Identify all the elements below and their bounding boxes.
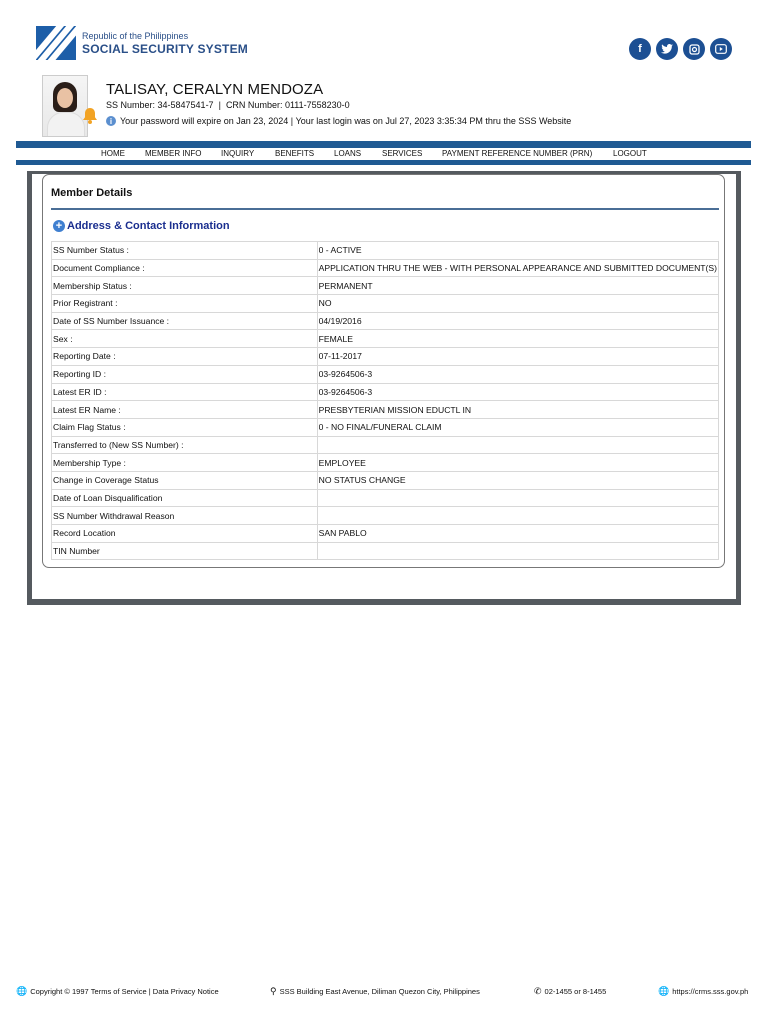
info-icon: i (106, 116, 116, 126)
location-pin-icon: ⚲ (270, 986, 277, 996)
detail-value (317, 542, 718, 560)
detail-value: PERMANENT (317, 277, 718, 295)
website-link[interactable]: https://crms.sss.gov.ph (672, 987, 749, 996)
table-row (52, 295, 719, 313)
footer-legal: 🌐 Copyright © 1997 Terms of Service | Data Privacy Notice (16, 986, 219, 996)
address-text: SSS Building East Avenue, Diliman Quezon City, Philippines (279, 987, 480, 996)
nav-prn[interactable]: PAYMENT REFERENCE NUMBER (PRN) (442, 149, 593, 158)
detail-value: APPLICATION THRU THE WEB - WITH PERSONAL APPEARANCE AND SUBMITTED DOCUMENT(S) (317, 259, 718, 277)
detail-label: SS Number Status : (52, 242, 318, 260)
phone-icon: ✆ (534, 986, 542, 996)
terms-link[interactable]: Terms of Service (90, 987, 147, 996)
youtube-icon[interactable] (710, 38, 732, 60)
sss-logo-icon (36, 26, 76, 60)
detail-value: SAN PABLO (317, 525, 718, 543)
social-links (629, 38, 732, 60)
content-frame (27, 171, 741, 605)
detail-label: TIN Number (52, 542, 318, 560)
address-contact-toggle[interactable] (53, 220, 230, 232)
nav-services[interactable]: SERVICES (382, 149, 423, 158)
table-row (52, 507, 719, 525)
table-row (52, 277, 719, 295)
detail-value: 0 - ACTIVE (317, 242, 718, 260)
globe-icon: 🌐 (16, 986, 28, 996)
copyright-text: Copyright © 1997 (30, 987, 89, 996)
table-row (52, 436, 719, 454)
phone-text: 02-1455 or 8-1455 (544, 987, 607, 996)
detail-value: PRESBYTERIAN MISSION EDUCTL IN (317, 401, 718, 419)
table-row (52, 401, 719, 419)
detail-label: Sex : (52, 330, 318, 348)
instagram-icon[interactable] (683, 38, 705, 60)
detail-label: Transferred to (New SS Number) : (52, 436, 318, 454)
logo-title: SOCIAL SECURITY SYSTEM (82, 42, 248, 56)
table-row (52, 348, 719, 366)
nav-logout[interactable]: LOGOUT (613, 149, 647, 158)
password-notice (106, 116, 571, 126)
detail-label: Membership Type : (52, 454, 318, 472)
crn-number: CRN Number: 0111-7558230-0 (225, 100, 350, 110)
table-row (52, 418, 719, 436)
twitter-icon[interactable] (656, 38, 678, 60)
detail-label: Membership Status : (52, 277, 318, 295)
privacy-link[interactable]: Data Privacy Notice (152, 987, 219, 996)
detail-label: Latest ER ID : (52, 383, 318, 401)
separator: | (216, 100, 226, 110)
detail-label: Claim Flag Status : (52, 418, 318, 436)
detail-label: Document Compliance : (52, 259, 318, 277)
nav-inquiry[interactable]: INQUIRY (221, 149, 255, 158)
table-row (52, 542, 719, 560)
table-row (52, 365, 719, 383)
detail-label: Latest ER Name : (52, 401, 318, 419)
footer-website (658, 986, 748, 997)
sss-logo[interactable] (36, 26, 248, 60)
facebook-icon[interactable]: f (629, 38, 651, 60)
detail-label: Record Location (52, 525, 318, 543)
table-row (52, 454, 719, 472)
bell-icon[interactable] (80, 106, 100, 126)
detail-value (317, 507, 718, 525)
nav-home[interactable]: HOME (101, 149, 125, 158)
section-title[interactable]: Address & Contact Information (67, 220, 230, 232)
detail-value: 0 - NO FINAL/FUNERAL CLAIM (317, 418, 718, 436)
separator: | (288, 116, 296, 126)
member-name: TALISAY, CERALYN MENDOZA (106, 81, 324, 98)
detail-value: 07-11-2017 (317, 348, 718, 366)
table-row (52, 489, 719, 507)
table-row (52, 525, 719, 543)
last-login: Your last login was on Jul 27, 2023 3:35:34 PM thru the SSS Website (295, 116, 572, 126)
detail-label: SS Number Withdrawal Reason (52, 507, 318, 525)
table-row (52, 330, 719, 348)
card-title: Member Details (51, 187, 133, 199)
globe-icon: 🌐 (658, 986, 670, 996)
member-ids (106, 100, 350, 110)
footer (16, 986, 752, 998)
detail-value: EMPLOYEE (317, 454, 718, 472)
detail-label: Reporting Date : (52, 348, 318, 366)
table-row (52, 242, 719, 260)
detail-value: 03-9264506-3 (317, 383, 718, 401)
nav-member-info[interactable]: MEMBER INFO (145, 149, 202, 158)
password-expiry: Your password will expire on Jan 23, 2024 (120, 116, 289, 126)
detail-label: Reporting ID : (52, 365, 318, 383)
detail-value (317, 436, 718, 454)
footer-phone (534, 986, 606, 997)
table-row (52, 259, 719, 277)
detail-label: Date of Loan Disqualification (52, 489, 318, 507)
detail-value: NO (317, 295, 718, 313)
nav-benefits[interactable]: BENEFITS (275, 149, 315, 158)
member-details-card (42, 174, 725, 568)
detail-label: Change in Coverage Status (52, 471, 318, 489)
detail-value: 03-9264506-3 (317, 365, 718, 383)
nav-loans[interactable]: LOANS (334, 149, 362, 158)
divider (51, 208, 719, 210)
expand-plus-icon[interactable]: + (53, 220, 65, 232)
detail-value: FEMALE (317, 330, 718, 348)
detail-value (317, 489, 718, 507)
member-details-table (51, 241, 719, 560)
detail-value: NO STATUS CHANGE (317, 471, 718, 489)
main-nav (16, 141, 751, 165)
table-row (52, 383, 719, 401)
detail-label: Prior Registrant : (52, 295, 318, 313)
detail-label: Date of SS Number Issuance : (52, 312, 318, 330)
table-row (52, 312, 719, 330)
logo-subtitle: Republic of the Philippines (82, 31, 189, 41)
table-row (52, 471, 719, 489)
ss-number: SS Number: 34-5847541-7 (106, 100, 214, 110)
footer-address (270, 986, 480, 997)
detail-value: 04/19/2016 (317, 312, 718, 330)
